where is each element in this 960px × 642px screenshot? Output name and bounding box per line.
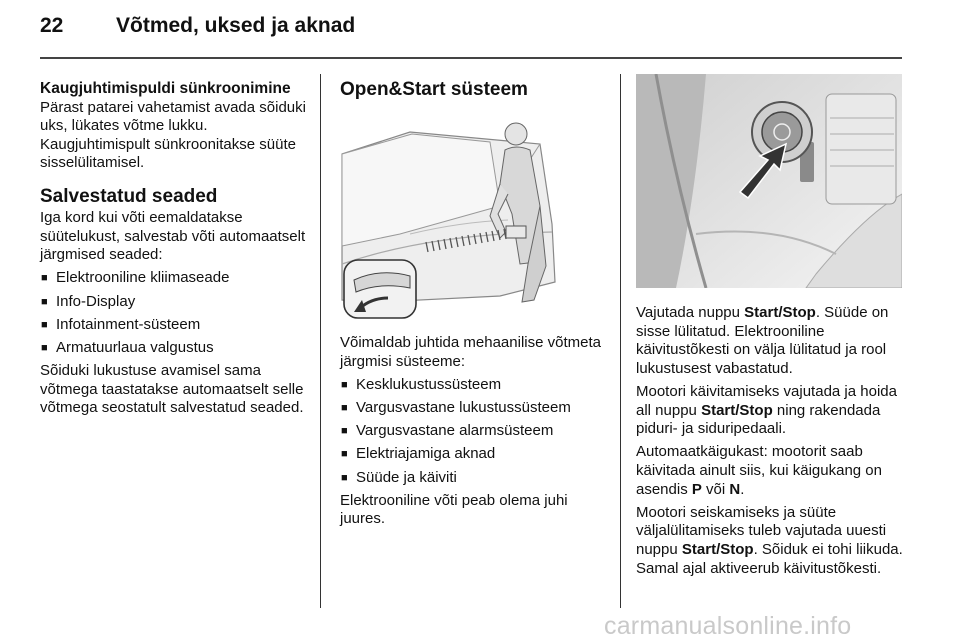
start-stop-keyword: Start/Stop	[744, 304, 816, 321]
bullet-list	[340, 376, 614, 487]
page-number: 22	[40, 14, 64, 37]
start-stop-keyword: Start/Stop	[701, 401, 773, 419]
list-item: ■ Elektriajamiga aknad	[340, 445, 614, 464]
paragraph: Iga kord kui võti eemaldatakse süütelukust, salvestab võti automaatselt järgmised seaded:	[40, 208, 306, 264]
list-item: ■ Süüde ja käiviti	[340, 469, 614, 488]
start-stop-button-illustration	[636, 74, 902, 288]
list-item: ■ Elektrooniline kliimaseade	[40, 269, 312, 288]
column-divider	[320, 74, 321, 608]
paragraph: Mootori seiskamiseks ja süüte väljalülitamiseks tuleb vajutada uuesti nuppu Start/Stop. Sõiduk ei tohi liikuda. Samal ajal aktiveerub käivitustõkesti.	[636, 503, 903, 577]
list-item: ■ Armatuurlaua valgustus	[40, 339, 312, 358]
list-item: ■ Info-Display	[40, 293, 312, 312]
gear-n-keyword: N	[729, 480, 741, 498]
start-stop-keyword: Start/Stop	[681, 540, 754, 558]
column-left	[40, 80, 312, 418]
list-item: ■ Infotainment-süsteem	[40, 316, 312, 335]
column-right	[636, 304, 906, 578]
watermark: carmanualsonline.info	[604, 612, 852, 640]
list-item: ■ Vargusvastane alarmsüsteem	[340, 422, 614, 441]
open-start-illustration	[340, 114, 602, 322]
column-middle	[340, 78, 614, 529]
list-item: ■ Kesklukustussüsteem	[340, 376, 614, 395]
paragraph: Elektrooniline võti peab olema juhi juures.	[340, 491, 568, 528]
section-heading-saved-settings: Salvestatud seaded	[40, 185, 218, 207]
section-heading-open-start: Open&Start süsteem	[340, 79, 528, 100]
paragraph: Automaatkäigukast: mootorit saab käivitada ainult siis, kui käigukang on asendis P või N.	[636, 443, 882, 498]
paragraph: Võimaldab juhtida mehaanilise võtmeta järgmisi süsteeme:	[340, 334, 601, 370]
paragraph: Pärast patarei vahetamist avada sõiduki uks, lükates võtme lukku. Kaugjuhtimispult sünkroonitakse süüte sisselülitamisel.	[40, 98, 306, 172]
paragraph: Mootori käivitamiseks vajutada ja hoida all nuppu Start/Stop ning rakendada piduri- ja siduripedaali.	[636, 382, 897, 438]
paragraph: Sõiduki lukustuse avamisel sama võtmega taastatakse automaatselt selle võtmega seostatult salvestatud seaded.	[40, 362, 304, 417]
page-title: Võtmed, uksed ja aknad	[116, 14, 356, 37]
column-divider	[620, 74, 621, 608]
header-rule	[40, 57, 902, 59]
list-item: ■ Vargusvastane lukustussüsteem	[340, 399, 614, 418]
bullet-list	[40, 269, 312, 357]
gear-p-keyword: P	[691, 480, 702, 498]
section-heading-sync: Kaugjuhtimispuldi sünkroonimine	[40, 80, 291, 97]
paragraph: Vajutada nuppu Start/Stop. Süüde on sisse lülitatud. Elektrooniline käivitustõkesti on välja lülitatud ja rool lukustusest vabastatud.	[636, 304, 889, 377]
